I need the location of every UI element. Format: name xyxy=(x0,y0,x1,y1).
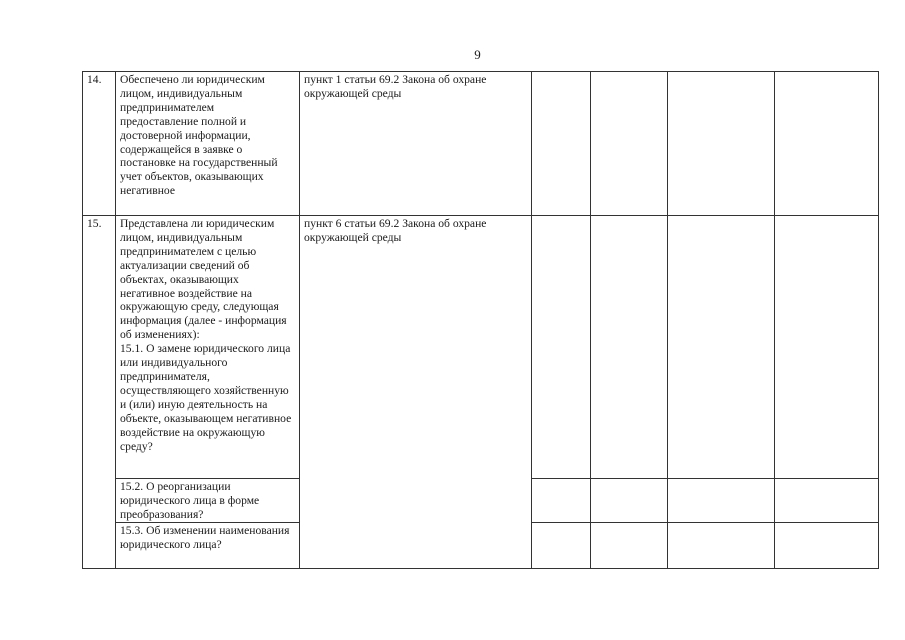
row-number: 15. xyxy=(83,216,116,569)
answer-no-cell xyxy=(591,72,668,216)
question-cell xyxy=(116,216,300,479)
answer-yes-cell xyxy=(532,216,591,479)
answer-yes-cell xyxy=(532,479,591,523)
not-applicable-cell xyxy=(668,522,775,568)
answer-no-cell xyxy=(591,216,668,479)
table-row-14 xyxy=(83,72,879,216)
subitem-cell: 15.3. Об изменении наименования юридического лица? xyxy=(116,522,300,568)
page-number: 9 xyxy=(474,47,481,62)
note-cell xyxy=(775,72,879,216)
question-text: Представлена ли юридическим лицом, индивидуальным предпринимателем с целью актуализации сведений об объектах, оказывающих негативное воздействие на окружающую среду, следующая информация (далее - информация об изменениях): xyxy=(120,217,287,342)
question-cell: Обеспечено ли юридическим лицом, индивидуальным предпринимателем предоставление полной и достоверной информации, содержащейся в заявке о постановке на государственный учет объектов, оказывающих негативное xyxy=(116,72,300,216)
row-number: 14. xyxy=(83,72,116,216)
reference-cell: пункт 1 статьи 69.2 Закона об охране окружающей среды xyxy=(300,72,532,216)
checklist-table xyxy=(82,71,879,569)
note-cell xyxy=(775,522,879,568)
not-applicable-cell xyxy=(668,216,775,479)
table-row-15-1 xyxy=(83,216,879,479)
note-cell xyxy=(775,479,879,523)
not-applicable-cell xyxy=(668,479,775,523)
answer-no-cell xyxy=(591,479,668,523)
reference-cell: пункт 6 статьи 69.2 Закона об охране окружающей среды xyxy=(300,216,532,569)
answer-yes-cell xyxy=(532,522,591,568)
subitem-text: 15.1. О замене юридического лица или индивидуального предпринимателя, осуществляющего хозяйственную и (или) иную деятельность на объекте, оказывающем негативное воздействие на окружающую среду? xyxy=(120,342,292,453)
answer-no-cell xyxy=(591,522,668,568)
answer-yes-cell xyxy=(532,72,591,216)
subitem-cell: 15.2. О реорганизации юридического лица в форме преобразования? xyxy=(116,479,300,523)
note-cell xyxy=(775,216,879,479)
not-applicable-cell xyxy=(668,72,775,216)
